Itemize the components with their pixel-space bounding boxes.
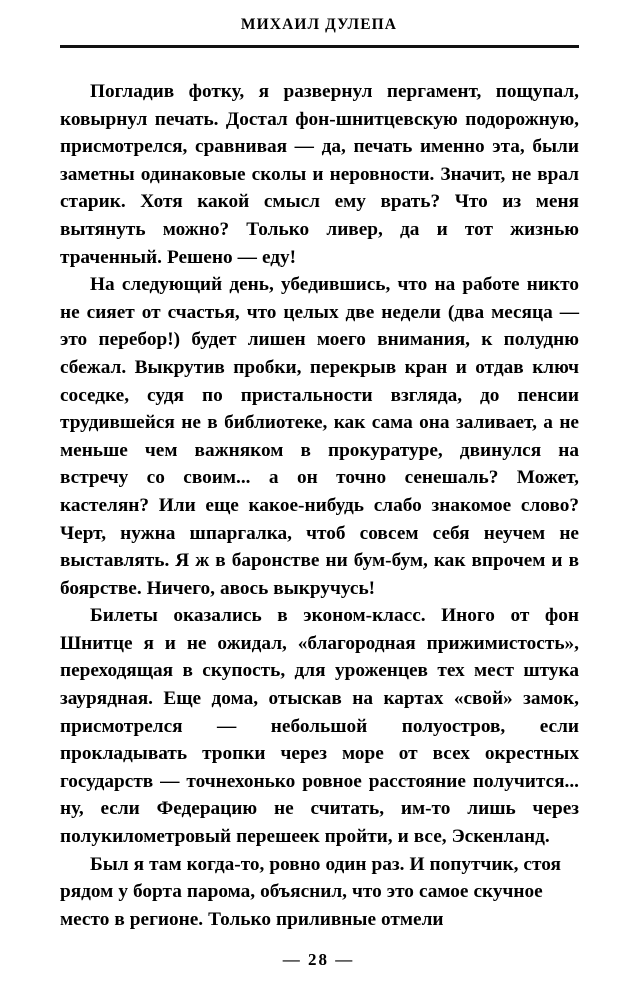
paragraph: Погладив фотку, я развернул пергамент, пощупал, ковырнул печать. Достал фон-шнитцевскую подорожную, присмотрелся, сравнивая — да, печать именно эта, были заметны одинаковые сколы и неровности. Значит, не врал старик. Хотя какой смысл ему врать? Что из меня вытянуть можно? Только ливер, да и тот жизнью траченный. Решено — еду! <box>60 81 579 268</box>
body-text-block <box>60 78 579 933</box>
running-head-title: МИХАИЛ ДУЛЕПА <box>240 16 398 33</box>
page-number: — 28 — <box>282 950 355 969</box>
paragraph: На следующий день, убедившись, что на работе никто не сияет от счастья, что целых две недели (два месяца — это перебор!) будет лишен моего внимания, к полудню сбежал. Выкрутив пробки, перекрыв кран и отдав ключ соседке, судя по пристальности взгляда, до пенсии трудившейся не в библиотеке, как сама она заливает, а не меньше чем важняком в прокуратуре, двинулся на встречу со своим... а он точно сенешаль? Может, кастелян? Или еще какое-нибудь слабо знакомое слово? Черт, нужна шпаргалка, чтоб совсем себя неучем не выставлять. Я ж в баронстве ни бум-бум, как впрочем и в боярстве. Ничего, авось выкручусь! <box>60 274 579 599</box>
paragraph: Билеты оказались в эконом-класс. Иного от фон Шнитце я и не ожидал, «благородная прижимистость», переходящая в скупость, для уроженцев тех мест штука заурядная. Еще дома, отыскав на картах «свой» замок, присмотрелся — небольшой полуостров, если прокладывать тропки через море от всех окрестных государств — точнехонько ровное расстояние получится... ну, если Федерацию не считать, им-то лишь через полукилометровый перешеек пройти, и все, Эскенланд. <box>60 605 579 848</box>
page-footer <box>0 950 637 970</box>
paragraph: Был я там когда-то, ровно один раз. И попутчик, стоя рядом у борта парома, объяснил, что это самое скучное место в регионе. Только приливные отмели <box>60 853 561 930</box>
running-head <box>60 16 578 33</box>
header-divider-rule <box>60 45 579 48</box>
